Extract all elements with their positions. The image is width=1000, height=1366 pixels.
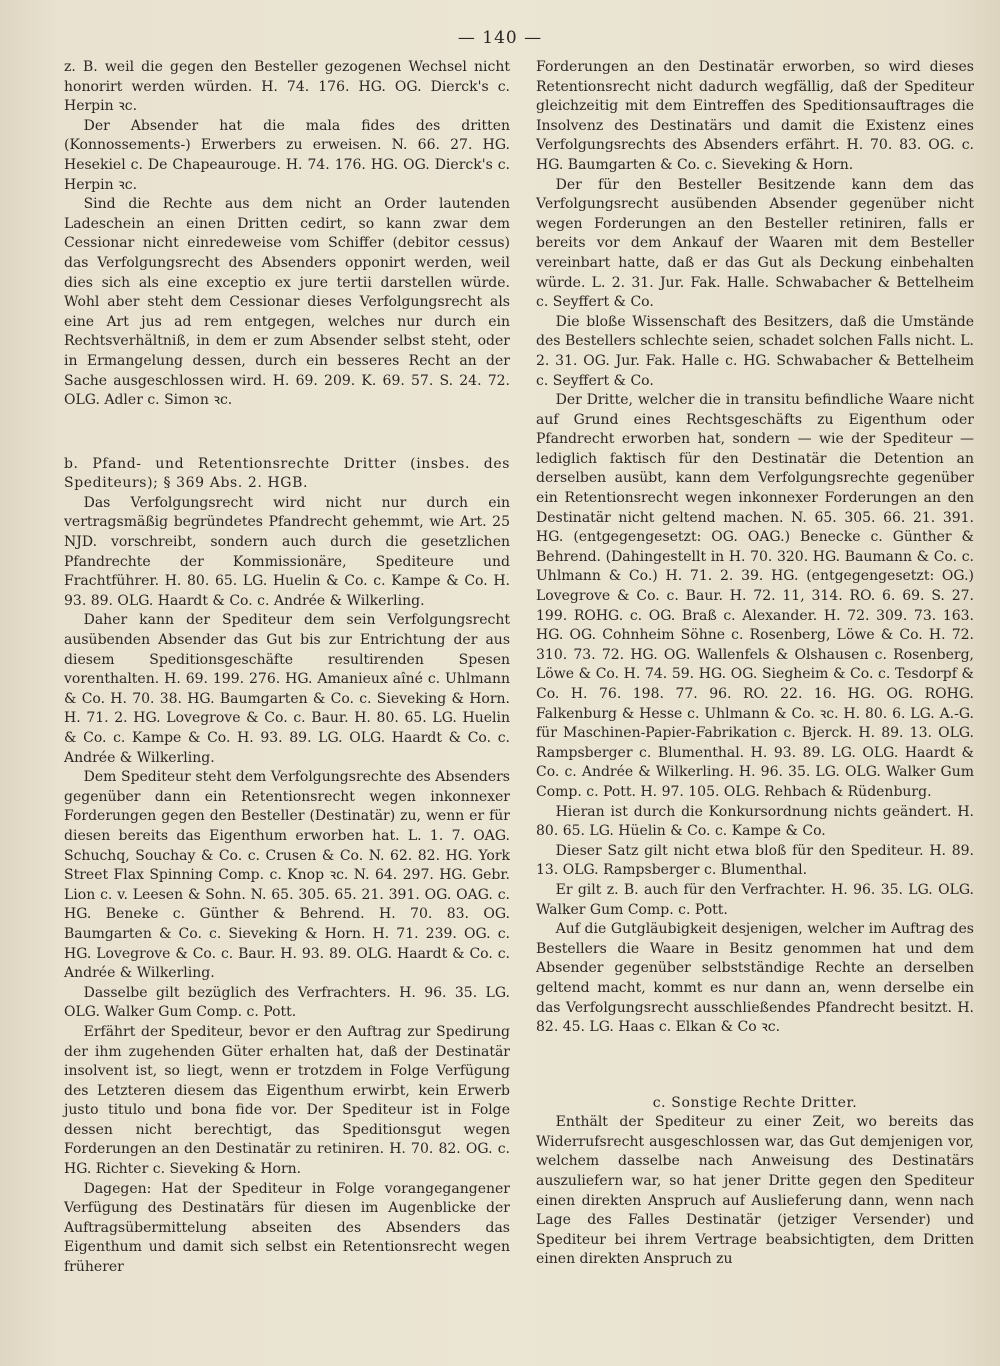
left-column <box>64 58 510 1278</box>
left-paragraphs-before <box>64 58 510 411</box>
right-paragraphs-before <box>536 58 974 1038</box>
right-column <box>536 58 974 1270</box>
paragraph: Enthält der Spediteur zu einer Zeit, wo bereits das Widerrufsrecht ausgeschlossen war, das Gut demjenigen vor, welchem dasselbe nach Anweisung des Destinatärs auszuliefern war, so hat jener Dritte gegen den Spediteur einen direkten Anspruch auf Auslieferung dann, wenn nach Lage des Falles Destinatär (jetziger Versender) und Spediteur bei ihrem Vertrage beabsichtigten, dem Dritten einen direkten Anspruch zu <box>536 1114 974 1268</box>
paragraph: Die bloße Wissenschaft des Besitzers, daß die Umstände des Bestellers schlechte seien, schadet solchen Falls nicht. L. 2. 31. OG. Jur. Fak. Halle c. HG. Schwabacher & Bettelheim c. Seyffert & Co. <box>536 313 974 389</box>
paragraph: Das Verfolgungsrecht wird nicht nur durch ein vertragsmäßig begründetes Pfandrecht gehemmt, wie Art. 25 NJD. vorschreibt, sondern auch durch die gesetzlichen Pfandrechte der Kommissionäre, Spediteure und Frachtführer. H. 80. 65. LG. Huelin & Co. c. Kampe & Co. H. 93. 89. OLG. Haardt & Co. c. Andrée & Wilkerling. <box>64 494 510 609</box>
paragraph: Auf die Gutgläubigkeit desjenigen, welcher im Auftrag des Bestellers die Waare in Besitz genommen hat und dem Absender gegenüber selbstständige Rechte an derselben geltend macht, kommt es nur dann an, wenn derselbe ein das Verfolgungsrecht ausschließendes Pfandrecht besitzt. H. 82. 45. LG. Haas c. Elkan & Co ꝛc. <box>536 921 974 1036</box>
paragraph: Dagegen: Hat der Spediteur in Folge vorangegangener Verfügung des Destinatärs für diesen im Augenblicke der Auftragsübermittelung abseiten des Absenders das Eigenthum und damit sich selbst ein Retentionsrecht wegen früherer <box>64 1180 510 1276</box>
page-number: — 140 — <box>457 28 543 48</box>
paragraph: Dasselbe gilt bezüglich des Verfrachters. H. 96. 35. LG. OLG. Walker Gum Comp. c. Pott. <box>64 984 510 1021</box>
paragraph: Der Absender hat die mala fides des dritten (Konnossements-) Erwerbers zu erweisen. N. 66. 27. HG. Hesekiel c. De Chapeaurouge. H. 74. 176. HG. OG. Dierck's c. Herpin ꝛc. <box>64 117 510 193</box>
paragraph: Forderungen an den Destinatär erworben, so wird dieses Retentionsrecht nicht dadurch wegfällig, daß der Spediteur gleichzeitig mit dem Eintreffen des Speditionsauftrages die Insolvenz des Destinatärs und damit die Existenz eines Verfolgungsrechts des Absenders erfährt. H. 70. 83. OG. c. HG. Baumgarten & Co. c. Sieveking & Horn. <box>536 59 974 173</box>
section-heading-c: c. Sonstige Rechte Dritter. <box>652 1094 858 1111</box>
paragraph: Der für den Besteller Besitzende kann dem das Verfolgungsrecht ausübenden Absender gegenüber nicht wegen Forderungen an den Besteller retiniren, falls er bereits vor dem Ankauf der Waaren mit dem Besteller vereinbart hatte, daß er das Gut als Deckung einbehalten würde. L. 2. 31. Jur. Fak. Halle. Schwabacher & Bettelheim c. Seyffert & Co. <box>536 176 974 311</box>
paragraph: Sind die Rechte aus dem nicht an Order lautenden Ladeschein an einen Dritten cedirt, so kann zwar dem Cessionar nicht einredeweise vom Schiffer (debitor cessus) das Verfolgungsrecht des Absenders opponirt werden, weil dies sich als eine exceptio ex jure tertii darstellen würde. Wohl aber steht dem Cessionar dieses Verfolgungsrecht als eine Art jus ad rem entgegen, welches nur durch ein Rechtsverhältniß, in dem er zum Absender selbst steht, oder in Ermangelung dessen, durch ein besseres Recht an der Sache ausgeschlossen wird. H. 69. 209. K. 69. 57. S. 24. 72. OLG. Adler c. Simon ꝛc. <box>64 196 510 409</box>
paragraph: Erfährt der Spediteur, bevor er den Auftrag zur Spedirung der ihm zugehenden Güter erhalten hat, daß der Destinatär insolvent ist, so liegt, wenn er trotzdem in Folge Verfügung des Letzteren diesem das Eigenthum erwirbt, kein Erwerb justo titulo und bona fide vor. Der Spediteur ist in Folge dessen nicht berechtigt, das Speditionsgut wegen Forderungen an den Destinatär zu retiniren. H. 70. 82. OG. c. HG. Richter c. Sieveking & Horn. <box>64 1023 510 1178</box>
paragraph: Daher kann der Spediteur dem sein Verfolgungsrecht ausübenden Absender das Gut bis zur Entrichtung der aus diesem Speditionsgeschäfte resultirenden Spesen vorenthalten. H. 69. 199. 276. HG. Amanieux aîné c. Uhlmann & Co. H. 70. 38. HG. Baumgarten & Co. c. Sieveking & Horn. H. 71. 2. HG. Lovegrove & Co. c. Baur. H. 80. 65. LG. Huelin & Co. c. Kampe & Co. H. 93. 89. LG. OLG. Haardt & Co. c. Andrée & Wilkerling. <box>64 612 510 766</box>
paragraph: Er gilt z. B. auch für den Verfrachter. H. 96. 35. LG. OLG. Walker Gum Comp. c. Pott. <box>536 881 974 918</box>
section-gap <box>64 411 510 455</box>
section-heading-b: b. Pfand- und Retentionsrechte Dritter (insbes. des Spediteurs); § 369 Abs. 2. HGB. <box>64 455 510 492</box>
paragraph: Hieran ist durch die Konkursordnung nichts geändert. H. 80. 65. LG. Hüelin & Co. c. Kampe & Co. <box>536 803 974 840</box>
paragraph: Der Dritte, welcher die in transitu befindliche Waare nicht auf Grund eines Rechtsgeschäfts zu Eigenthum oder Pfandrecht erworben hat, sondern — wie der Spediteur — lediglich faktisch für den Destinatär die Detention an derselben ausübt, kann dem Verfolgungsrechte gegenüber ein Retentionsrecht wegen inkonnexer Forderungen an den Destinatär nicht geltend machen. N. 65. 305. 66. 21. 391. HG. (entgegengesetzt: OG. OAG.) Benecke c. Günther & Behrend. (Dahingestellt in H. 70. 320. HG. Baumann & Co. c. Uhlmann & Co.) H. 71. 2. 39. HG. (entgegengesetzt: OG.) Lovegrove & Co. c. Baur. H. 72. 11, 314. RO. 6. 69. S. 27. 199. ROHG. c. OG. Braß c. Alexander. H. 72. 309. 73. 163. HG. OG. Cohnheim Söhne c. Rosenberg, Löwe & Co. H. 72. 310. 73. 72. HG. OG. Wallenfels & Olshausen c. Rosenberg, Löwe & Co. H. 74. 59. HG. OG. Siegheim & Co. c. Tesdorpf & Co. H. 76. 198. 77. 96. RO. 22. 16. HG. OG. ROHG. Falkenburg & Hesse c. Uhlmann & Co. ꝛc. H. 80. 6. LG. A.-G. für Maschinen-Papier-Fabrikation c. Bjerck. H. 89. 13. OLG. Rampsberger c. Blumenthal. H. 93. 89. LG. OLG. Haardt & Co. c. Andrée & Wilkerling. H. 96. 35. LG. OLG. Walker Gum Comp. c. Pott. H. 97. 105. OLG. Rehbach & Rüdenburg. <box>536 392 974 800</box>
paragraph: Dem Spediteur steht dem Verfolgungsrechte des Absenders gegenüber dann ein Retentionsrecht wegen inkonnexer Forderungen gegen den Besteller (Destinatär) zu, wenn er für diesen bereits das Eigenthum erworben hat. L. 1. 7. OAG. Schuchq, Souchay & Co. c. Crusen & Co. N. 62. 82. HG. York Street Flax Spinning Comp. c. Knop ꝛc. N. 64. 297. HG. Gebr. Lion c. v. Leesen & Sohn. N. 65. 305. 65. 21. 391. OG. OAG. c. HG. Beneke c. Günther & Behrend. H. 70. 83. OG. Baumgarten & Co. c. Sieveking & Horn. H. 71. 239. OG. c. HG. Lovegrove & Co. c. Baur. H. 93. 89. OLG. Haardt & Co. c. Andrée & Wilkerling. <box>64 769 510 982</box>
left-paragraphs-after <box>64 494 510 1278</box>
section-gap <box>536 1038 974 1094</box>
right-paragraphs-after <box>536 1113 974 1270</box>
paragraph: Dieser Satz gilt nicht etwa bloß für den Spediteur. H. 89. 13. OLG. Rampsberger c. Blumenthal. <box>536 842 974 879</box>
paragraph: z. B. weil die gegen den Besteller gezogenen Wechsel nicht honorirt werden würden. H. 74. 176. HG. OG. Dierck's c. Herpin ꝛc. <box>64 59 510 115</box>
